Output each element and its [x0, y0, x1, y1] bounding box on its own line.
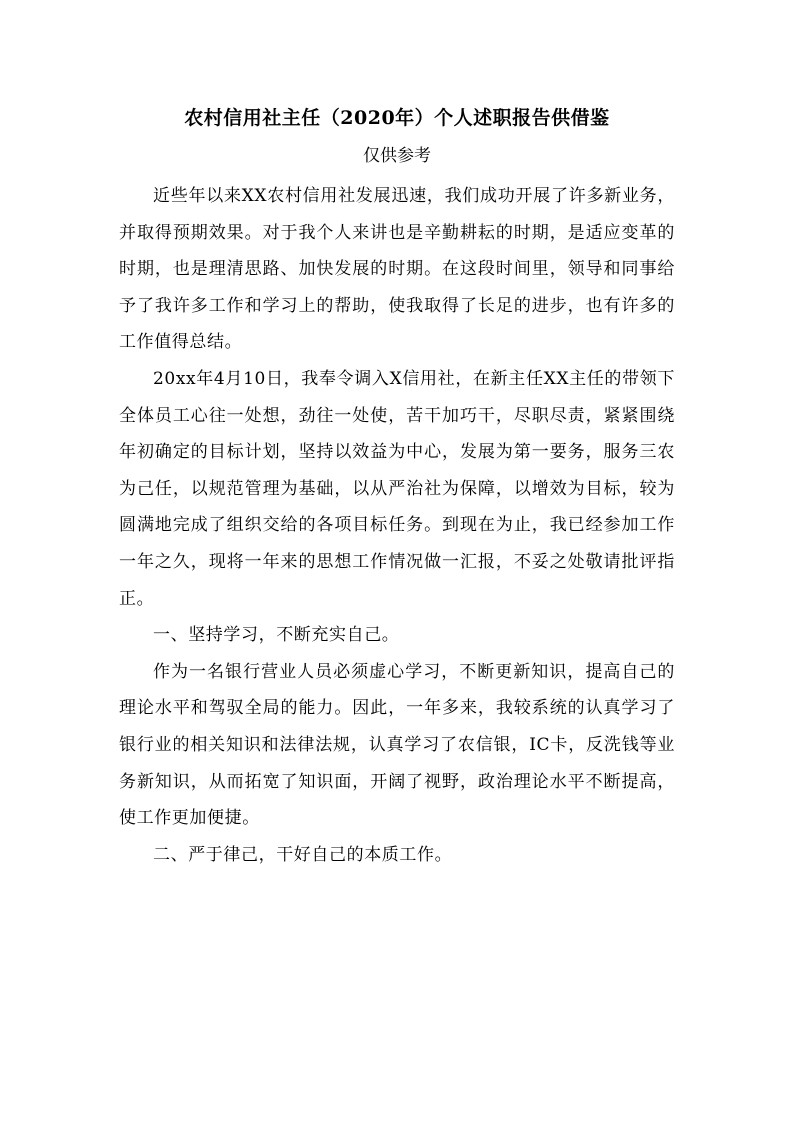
- document-subtitle: 仅供参考: [363, 146, 431, 166]
- section-heading-study: 一、坚持学习，不断充实自己。: [153, 625, 400, 646]
- paragraph-transfer: 20xx年4月10日，我奉令调入X信用社，在新主任XX主任的带领下全体员工心往一处想，劲往一处使，苦干加巧干，尽职尽责，紧紧围绕年初确定的目标计划，坚持以效益为中心，发展为第一要务，服务三农为己任，以规范管理为基础，以从严治社为保障，以增效为目标，较为圆满地完成了组织交给的各项目标任务。到现在为止，我已经参加工作一年之久，现将一年来的思想工作情况做一汇报，不妥之处敬请批评指正。: [119, 368, 675, 609]
- paragraph-study: 作为一名银行营业人员必须虚心学习，不断更新知识，提高自己的理论水平和驾驭全局的能力。因此，一年多来，我较系统的认真学习了银行业的相关知识和法律法规，认真学习了农信银，IC卡，反洗钱等业务新知识，从而拓宽了知识面，开阔了视野，政治理论水平不断提高，使工作更加便捷。: [119, 661, 675, 829]
- document-title: 农村信用社主任（2020年）个人述职报告供借鉴: [184, 107, 610, 129]
- section-heading-discipline: 二、严于律己，干好自己的本质工作。: [153, 844, 453, 865]
- paragraph-intro: 近些年以来XX农村信用社发展迅速，我们成功开展了许多新业务，并取得预期效果。对于我个人来讲也是辛勤耕耘的时期，是适应变革的时期，也是理清思路、加快发展的时期。在这段时间里，领导和同事给予了我许多工作和学习上的帮助，使我取得了长足的进步，也有许多的工作值得总结。: [119, 186, 675, 353]
- document-body: [119, 178, 675, 873]
